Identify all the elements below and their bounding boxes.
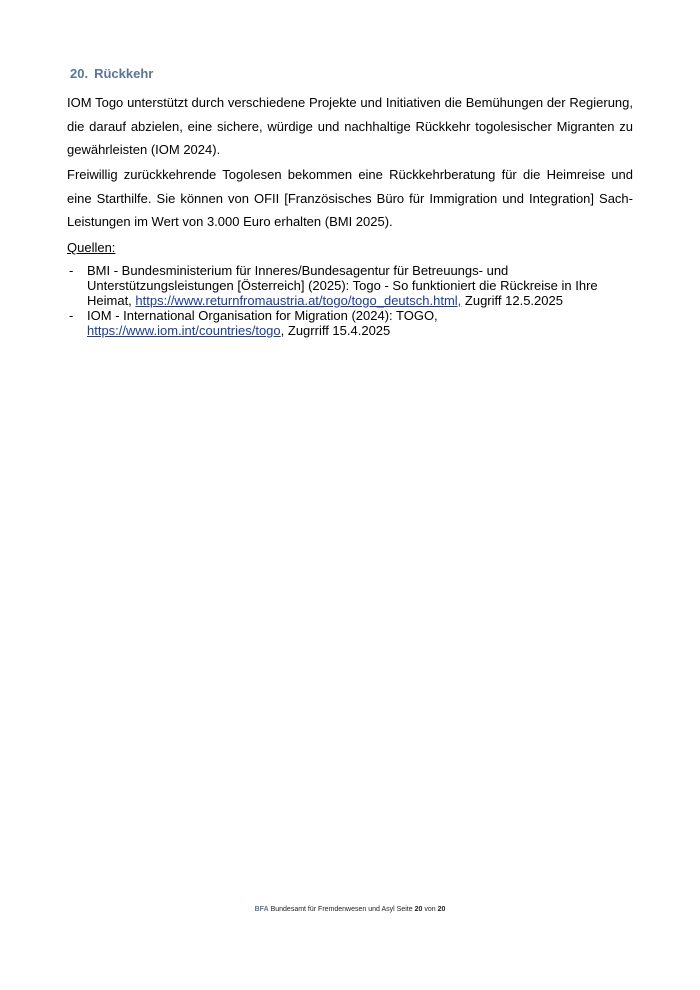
source-link[interactable]: https://www.iom.int/countries/togo: [87, 323, 281, 338]
footer-page-current: 20: [414, 906, 423, 913]
footer-page-word: Seite: [396, 906, 413, 913]
bullet-dash: -: [69, 308, 74, 323]
source-access-date: , Zugrriff 15.4.2025: [280, 323, 391, 338]
bfa-logo: BFA: [254, 906, 269, 913]
source-item: [67, 308, 627, 338]
source-link[interactable]: https://www.returnfromaustria.at/togo/togo_deutsch.html,: [135, 293, 462, 308]
bullet-dash: -: [69, 263, 74, 278]
page-footer: [0, 906, 700, 913]
section-heading: [70, 66, 153, 81]
source-item: [67, 263, 627, 308]
footer-of-word: von: [424, 906, 436, 913]
sources-label: Quellen:: [67, 240, 116, 255]
source-text: BMI - Bundesministerium für Inneres/Bundesagentur für Betreuungs- und Unterstützungsleistungen [Österreich] (2025): Togo - So funktioniert die Rückreise in Ihre Heimat,: [87, 263, 598, 308]
footer-page-total: 20: [437, 906, 446, 913]
source-access-date: Zugriff 12.5.2025: [461, 293, 563, 308]
section-number: 20.: [70, 66, 89, 81]
section-title: Rückkehr: [94, 66, 154, 81]
paragraph-2: Freiwillig zurückkehrende Togolesen bekommen eine Rückkehrberatung für die Heimreise und eine Starthilfe. Sie können von OFII [Französisches Büro für Immigration und Integration] Sach-Leistungen im Wert von 3.000 Euro erhalten (BMI 2025).: [67, 167, 633, 229]
sources-list: [67, 263, 627, 338]
source-text: IOM - International Organisation for Migration (2024): TOGO,: [87, 308, 438, 323]
paragraph-1: IOM Togo unterstützt durch verschiedene Projekte und Initiativen die Bemühungen der Regierung, die darauf abzielen, eine sichere, würdige und nachhaltige Rückkehr togolesischer Migranten zu gewährleisten (IOM 2024).: [67, 95, 633, 157]
footer-agency: Bundesamt für Fremdenwesen und Asyl: [270, 906, 395, 913]
